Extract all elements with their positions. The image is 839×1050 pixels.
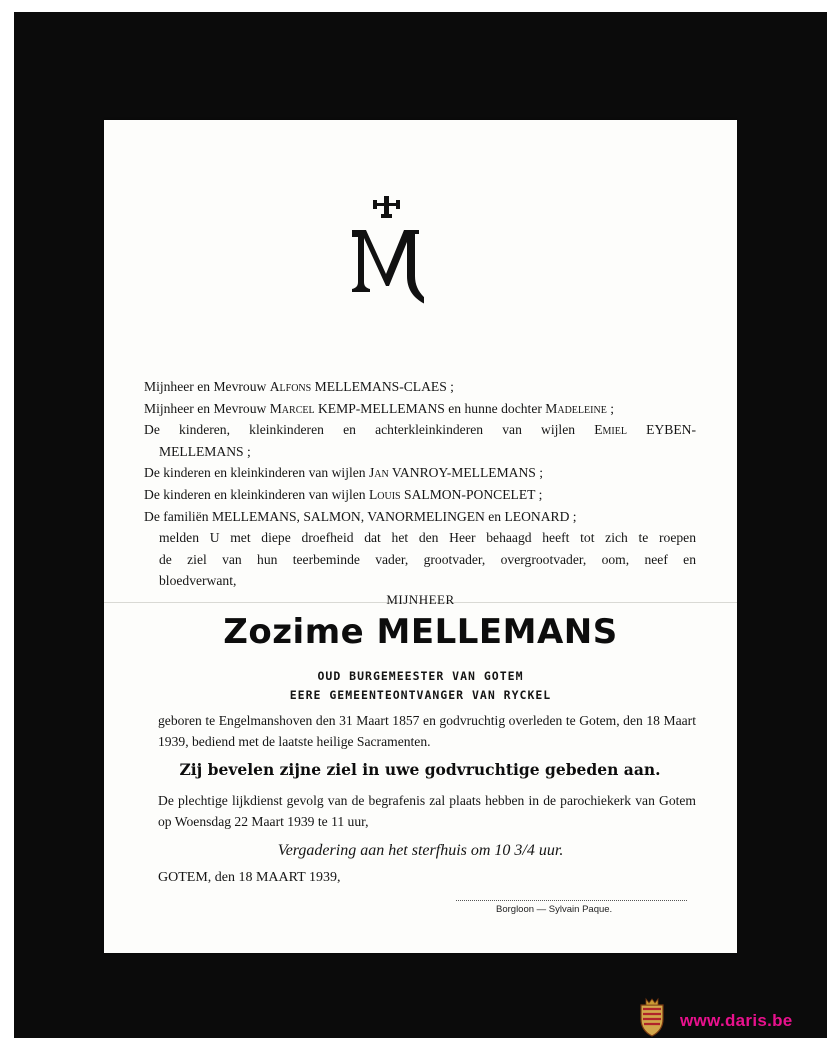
text: De familiën MELLEMANS, SALMON, VANORMELINGEN en LEONARD ; — [144, 508, 577, 524]
family-line — [144, 376, 696, 398]
family-line — [144, 506, 696, 528]
prayer-request: Zij bevelen zijne ziel in uwe godvruchtige gebeden aan. — [179, 760, 661, 779]
first-name: Jan — [368, 465, 389, 481]
place-and-date: GOTEM, den 18 MAART 1939, — [158, 870, 341, 885]
text: SALMON-PONCELET ; — [400, 486, 543, 502]
first-name: Louis — [368, 486, 401, 502]
text: melden U met diepe droefheid dat het den Heer behaagd heeft tot zich te roepen — [159, 530, 696, 546]
coat-of-arms-icon — [637, 997, 667, 1037]
text: bloedverwant, — [159, 573, 237, 589]
text: Mijnheer en Mevrouw — [144, 400, 270, 416]
dotted-divider — [456, 900, 687, 901]
birth-death-paragraph: geboren te Engelmanshoven den 31 Maart 1857 en godvruchtig overleden te Gotem, den 18 Maart 1939, bediend met de laatste heilige Sacramenten. — [158, 713, 696, 749]
mourning-card — [104, 120, 737, 953]
funeral-paragraph: De plechtige lijkdienst gevolg van de begrafenis zal plaats hebben in de parochiekerk van Gotem op Woensdag 22 Maart 1939 te 11 uur, — [158, 793, 696, 829]
text: de ziel van hun teerbeminde vader, grootvader, overgrootvader, oom, neef en — [159, 551, 696, 567]
honorary-title: EERE GEMEENTEONTVANGER VAN RYCKEL — [289, 688, 552, 702]
text: VANROY-MELLEMANS ; — [388, 465, 544, 481]
text: EYBEN- — [626, 422, 697, 438]
first-name: Emiel — [594, 422, 627, 438]
text: De kinderen, kleinkinderen en achterkleinkinderen van wijlen — [144, 422, 595, 438]
marian-cross-monogram-icon — [349, 194, 424, 306]
first-name: Madeleine — [545, 400, 607, 416]
text: MELLEMANS-CLAES ; — [311, 379, 454, 394]
gathering-time: Vergadering aan het sterfhuis om 10 3/4 uur. — [277, 842, 564, 859]
watermark-site[interactable]: www.daris.be — [680, 1011, 793, 1030]
family-line — [144, 398, 696, 420]
family-announcement — [144, 376, 696, 592]
former-title: OUD BURGEMEESTER VAN GOTEM — [317, 669, 524, 683]
text: KEMP-MELLEMANS en hunne dochter — [314, 400, 546, 416]
text: MELLEMANS ; — [159, 443, 251, 459]
printer-credit: Borgloon — Sylvain Paque. — [496, 904, 613, 915]
announcement-line — [144, 570, 696, 592]
family-line — [144, 441, 696, 463]
announcement-line — [144, 527, 696, 549]
family-line — [144, 484, 696, 506]
family-line — [144, 462, 696, 484]
text: ; — [606, 400, 614, 416]
family-line — [144, 419, 696, 441]
announcement-line — [144, 549, 696, 571]
deceased-name: Zozime MELLEMANS — [223, 612, 618, 652]
text: Mijnheer en Mevrouw — [144, 379, 270, 394]
first-name: Alfons — [269, 379, 312, 394]
text: De kinderen en kleinkinderen van wijlen — [144, 486, 369, 502]
first-name: Marcel — [269, 400, 315, 416]
text: De kinderen en kleinkinderen van wijlen — [144, 465, 369, 481]
salutation: MIJNHEER — [386, 592, 455, 607]
